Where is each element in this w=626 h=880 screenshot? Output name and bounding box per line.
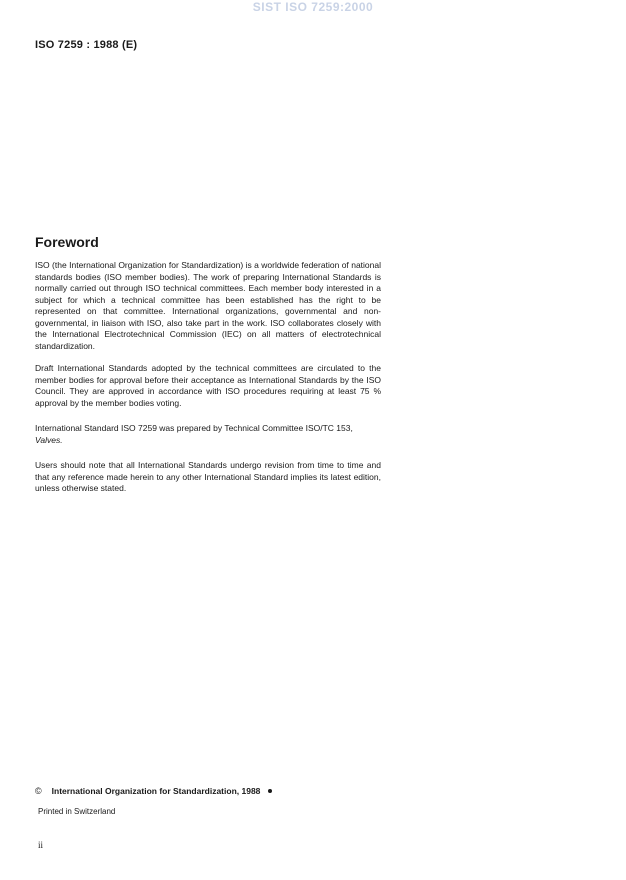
foreword-paragraph-4: Users should note that all International Standards undergo revision from time to time and that any reference made herein to any other International Standard implies its latest edition, unless otherwise stated. xyxy=(35,460,381,493)
foreword-paragraph-1: ISO (the International Organization for Standardization) is a worldwide federation of national standards bodies (ISO member bodies). The work of preparing International Standards is normally carried out through ISO technical committees. Each member body interested in a subject for which a technical committee has been established has the right to be represented on that committee. International organizations, governmental and non-governmental, in liaison with ISO, also take part in the work. ISO collaborates closely with the International Electrotechnical Commission (IEC) on all matters of electrotechnical standardization. xyxy=(35,260,381,351)
foreword-paragraph-2: Draft International Standards adopted by the technical committees are circulated to the member bodies for approval before their acceptance as International Standards by the ISO Council. They are approved in accordance with ISO procedures requiring at least 75 % approval by the member bodies voting. xyxy=(35,363,381,408)
bullet-dot-icon xyxy=(268,789,272,793)
copyright-icon: © xyxy=(35,786,42,796)
foreword-paragraph-3 xyxy=(35,423,381,446)
foreword-paragraph-3-text: International Standard ISO 7259 was prepared by Technical Committee ISO/TC 153, xyxy=(35,423,353,433)
printed-location: Printed in Switzerland xyxy=(38,807,116,816)
watermark: SIST ISO 7259:2000 xyxy=(252,0,374,14)
document-identifier: ISO 7259 : 1988 (E) xyxy=(35,39,138,51)
page-number: ii xyxy=(38,840,44,850)
committee-title: Valves. xyxy=(35,434,63,445)
foreword-heading: Foreword xyxy=(35,234,99,250)
copyright-text: International Organization for Standardization, 1988 xyxy=(51,786,261,796)
copyright-line xyxy=(35,786,272,796)
